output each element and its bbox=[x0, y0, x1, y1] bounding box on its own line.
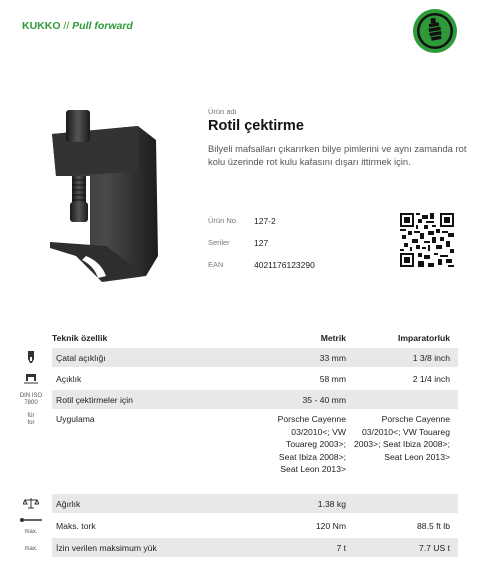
product-number-value: 127-2 bbox=[254, 216, 276, 226]
row-metric: 1.38 kg bbox=[266, 494, 350, 513]
row-name: Maks. tork bbox=[56, 520, 96, 531]
header-icon-cell bbox=[10, 328, 52, 348]
kukko-logo bbox=[412, 8, 458, 54]
table-row bbox=[10, 494, 458, 513]
table-row bbox=[10, 538, 458, 557]
product-description: Bilyeli mafsalları çıkarırken bilye pimlerini ve aynı zamanda rot kolu üzerinde rot kulu kafasını dışarı ittirmek için. bbox=[208, 143, 467, 167]
scale-icon bbox=[10, 494, 52, 513]
row-name: Çatal açıklığı bbox=[52, 348, 266, 367]
qr-code[interactable] bbox=[400, 213, 454, 267]
brand-name: KUKKO bbox=[22, 20, 61, 32]
row-name: Ağırlık bbox=[52, 494, 266, 513]
table-row bbox=[10, 390, 458, 409]
row-imperial: 2 1/4 inch bbox=[412, 373, 450, 384]
table-row bbox=[10, 411, 458, 484]
row-metric: 58 mm bbox=[319, 373, 346, 384]
fork-opening-icon bbox=[10, 348, 52, 367]
table-row bbox=[10, 348, 458, 367]
header-metric: Metrik bbox=[320, 333, 346, 343]
row-imperial: 7.7 US t bbox=[350, 538, 458, 557]
row-metric: 35 - 40 mm bbox=[266, 390, 350, 409]
table-header-row bbox=[10, 328, 458, 348]
row-metric: 7 t bbox=[266, 538, 350, 557]
product-name-label: Ürün adı bbox=[208, 107, 237, 116]
header-feature: Teknik özellik bbox=[52, 333, 108, 343]
table-row bbox=[10, 515, 458, 536]
header-imperial: Imparatorluk bbox=[397, 333, 450, 343]
row-imperial bbox=[350, 390, 458, 409]
din-icon: DIN ISO 7800 bbox=[19, 392, 43, 406]
for-icon: für for bbox=[27, 413, 35, 426]
brand-tagline bbox=[22, 20, 133, 32]
span-icon bbox=[10, 369, 52, 388]
series-label: Seriler bbox=[208, 238, 230, 247]
table-row bbox=[10, 369, 458, 388]
row-imperial: 88.5 ft lb bbox=[417, 520, 450, 531]
row-name: İzin verilen maksimum yük bbox=[52, 538, 266, 557]
ean-value: 4021176123290 bbox=[254, 260, 315, 270]
specs-table bbox=[10, 328, 458, 557]
product-number-label: Ürün No. bbox=[208, 216, 239, 225]
row-metric: 120 Nm bbox=[315, 520, 346, 531]
row-name: Açıklık bbox=[56, 373, 82, 384]
ean-label: EAN bbox=[208, 260, 224, 269]
product-title: Rotil çektirme bbox=[208, 118, 304, 134]
product-image bbox=[46, 106, 166, 292]
row-name: Uygulama bbox=[56, 414, 95, 424]
row-metric: Porsche Cayenne 03/2010<; VW Touareg 2003>; Seat Ibiza 2008>; Seat Leon 2013> bbox=[277, 414, 346, 474]
row-imperial bbox=[350, 494, 458, 513]
row-name: Rotil çektirmeler için bbox=[52, 390, 266, 409]
row-metric: 33 mm bbox=[266, 348, 350, 367]
brand-slogan: Pull forward bbox=[72, 20, 133, 32]
torque-icon: max. bbox=[10, 515, 52, 536]
series-value: 127 bbox=[254, 238, 269, 248]
brand-separator: // bbox=[60, 20, 73, 32]
max-load-icon: max. bbox=[24, 546, 38, 552]
row-imperial: 1 3/8 inch bbox=[350, 348, 458, 367]
row-imperial: Porsche Cayenne 03/2010<; VW Touareg 2003>; Seat Ibiza 2008>; Seat Leon 2013> bbox=[353, 414, 450, 462]
